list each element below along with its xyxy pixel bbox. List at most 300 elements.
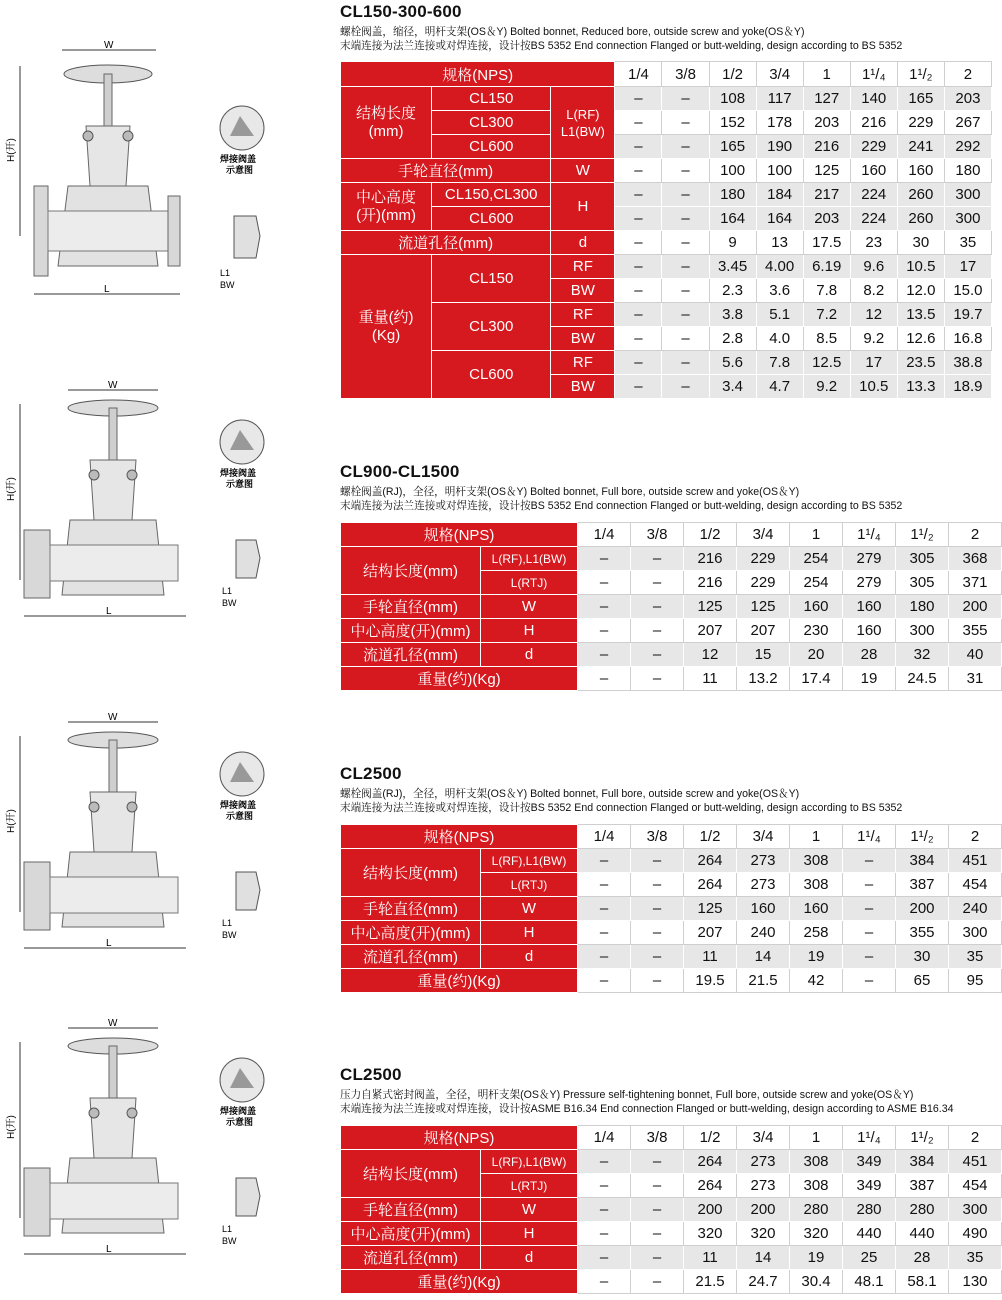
table-row <box>341 643 1002 667</box>
cell: – <box>631 897 684 921</box>
size-header: 1/2 <box>684 1126 737 1150</box>
section-title: CL2500 <box>340 764 402 783</box>
cell: – <box>615 279 662 303</box>
bw-label: BW <box>222 1236 237 1246</box>
cell: 229 <box>850 135 897 159</box>
cell: 368 <box>949 547 1002 571</box>
row-group-label: 结构长度(mm) <box>341 849 481 897</box>
row-symbol: L(RF) L1(BW) <box>551 87 615 159</box>
cell: 258 <box>790 921 843 945</box>
size-header: 3/4 <box>737 523 790 547</box>
cell: 19 <box>790 945 843 969</box>
valve-drawing-svg <box>8 380 330 630</box>
table-row <box>341 897 1002 921</box>
cell: 216 <box>684 547 737 571</box>
cell: – <box>615 327 662 351</box>
cell: 152 <box>709 111 756 135</box>
cell: 387 <box>896 873 949 897</box>
cell: 12.5 <box>803 351 850 375</box>
cell: 17 <box>944 255 991 279</box>
cell: 17.5 <box>803 231 850 255</box>
cell: 308 <box>790 1174 843 1198</box>
cell: 273 <box>737 849 790 873</box>
cell: – <box>662 303 709 327</box>
cell: 164 <box>756 207 803 231</box>
row-symbol: H <box>481 1222 578 1246</box>
cell: 5.1 <box>756 303 803 327</box>
row-symbol: BW <box>551 279 615 303</box>
cell: 125 <box>684 595 737 619</box>
cell: 19 <box>790 1246 843 1270</box>
cell: 451 <box>949 849 1002 873</box>
table-row <box>341 1222 1002 1246</box>
table-header-row <box>341 1126 1002 1150</box>
cell: – <box>615 87 662 111</box>
cell: 260 <box>897 183 944 207</box>
cell: – <box>662 207 709 231</box>
cell: – <box>615 231 662 255</box>
valve-drawing <box>8 1018 330 1268</box>
cell: 292 <box>944 135 991 159</box>
cell: – <box>631 969 684 993</box>
cell: 320 <box>790 1222 843 1246</box>
row-group-label: 结构长度(mm) <box>341 1150 481 1198</box>
h-label: H(开) <box>6 1115 17 1139</box>
cell: – <box>578 921 631 945</box>
row-symbol: L(RTJ) <box>481 873 578 897</box>
cell: – <box>631 643 684 667</box>
w-label: W <box>108 712 118 723</box>
size-header: 1¹/₂ <box>897 62 944 87</box>
cell: 217 <box>803 183 850 207</box>
cell: 240 <box>949 897 1002 921</box>
row-sub-label: CL600 <box>432 207 551 231</box>
cell: – <box>662 231 709 255</box>
cell: 9.2 <box>850 327 897 351</box>
cell: 3.4 <box>709 375 756 399</box>
cell: – <box>662 183 709 207</box>
size-header: 1/4 <box>615 62 662 87</box>
cell: 100 <box>709 159 756 183</box>
cell: 2.8 <box>709 327 756 351</box>
cell: 260 <box>897 207 944 231</box>
table-row <box>341 159 992 183</box>
table-row <box>341 595 1002 619</box>
cell: – <box>662 327 709 351</box>
cell: 160 <box>843 619 896 643</box>
cell: 65 <box>896 969 949 993</box>
table-row <box>341 135 992 159</box>
cell: 160 <box>790 897 843 921</box>
row-group-label: 手轮直径(mm) <box>341 897 481 921</box>
cell: – <box>578 1174 631 1198</box>
cell: – <box>615 135 662 159</box>
l1-label: L1 <box>222 1224 233 1234</box>
cell: 203 <box>944 87 991 111</box>
table-row <box>341 1246 1002 1270</box>
cell: – <box>615 111 662 135</box>
cell: 8.2 <box>850 279 897 303</box>
size-header: 2 <box>949 825 1002 849</box>
section-desc-2: 末端连接为法兰连接或对焊连接，设计按BS 5352 End connection Flanged or butt-welding, design according to BS 5352 <box>340 500 903 512</box>
cell: 200 <box>684 1198 737 1222</box>
table-row <box>341 183 992 207</box>
cell: – <box>631 945 684 969</box>
size-header: 1/2 <box>709 62 756 87</box>
cell: – <box>615 255 662 279</box>
cell: 230 <box>790 619 843 643</box>
row-group-label: 重量(约)(Kg) <box>341 969 578 993</box>
row-group-label: 流道孔径(mm) <box>341 231 551 255</box>
row-group-label: 中心高度 (开)(mm) <box>341 183 432 231</box>
size-header: 2 <box>949 523 1002 547</box>
cell: 300 <box>896 619 949 643</box>
table-header-row <box>341 825 1002 849</box>
cell: 11 <box>684 1246 737 1270</box>
cell: 241 <box>897 135 944 159</box>
cell: 9.6 <box>850 255 897 279</box>
row-group-label: 中心高度(开)(mm) <box>341 1222 481 1246</box>
row-symbol: d <box>481 1246 578 1270</box>
section-desc-1: 压力自紧式密封阀盖，全径，明杆支架(OS＆Y) Pressure self-tightening bonnet, Full bore, outside screw and yoke(OS＆Y) <box>340 1089 914 1101</box>
cell: – <box>578 969 631 993</box>
w-label: W <box>108 380 118 391</box>
cell: 7.8 <box>756 351 803 375</box>
cell: 300 <box>949 1198 1002 1222</box>
cell: – <box>631 571 684 595</box>
cell: 9 <box>709 231 756 255</box>
table-row <box>341 969 1002 993</box>
row-symbol: d <box>551 231 615 255</box>
cell: 58.1 <box>896 1270 949 1294</box>
cell: – <box>615 303 662 327</box>
row-group-label: 结构长度(mm) <box>341 547 481 595</box>
cell: 264 <box>684 1150 737 1174</box>
cell: 20 <box>790 643 843 667</box>
size-header: 2 <box>944 62 991 87</box>
cell: 12.6 <box>897 327 944 351</box>
h-label: H(开) <box>6 809 17 833</box>
cell: – <box>631 1222 684 1246</box>
row-symbol: BW <box>551 327 615 351</box>
cell: 3.6 <box>756 279 803 303</box>
cell: 254 <box>790 571 843 595</box>
size-header: 1 <box>790 1126 843 1150</box>
nps-header: 规格(NPS) <box>341 523 578 547</box>
cell: – <box>843 945 896 969</box>
cell: – <box>578 1222 631 1246</box>
size-header: 1¹/₄ <box>843 523 896 547</box>
cell: 42 <box>790 969 843 993</box>
row-sub-label: CL150,CL300 <box>432 183 551 207</box>
row-sub-label: CL300 <box>432 111 551 135</box>
cell: 224 <box>850 207 897 231</box>
row-symbol: H <box>481 921 578 945</box>
cell: – <box>615 183 662 207</box>
cell: 216 <box>684 571 737 595</box>
nps-header: 规格(NPS) <box>341 1126 578 1150</box>
cell: 10.5 <box>850 375 897 399</box>
size-header: 1 <box>790 825 843 849</box>
cell: 35 <box>949 945 1002 969</box>
cell: 125 <box>737 595 790 619</box>
cell: – <box>578 619 631 643</box>
cell: 160 <box>850 159 897 183</box>
cell: – <box>631 1246 684 1270</box>
cell: 4.7 <box>756 375 803 399</box>
cell: 9.2 <box>803 375 850 399</box>
section-desc-2: 末端连接为法兰连接或对焊连接，设计按ASME B16.34 End connection Flanged or butt-welding, design according to ASME B16.34 <box>340 1103 954 1115</box>
cell: 125 <box>684 897 737 921</box>
weld-bonnet-label: 焊接阀盖 <box>220 800 257 810</box>
schematic-label: 示意图 <box>226 165 254 175</box>
cell: 207 <box>684 619 737 643</box>
size-header: 1¹/₄ <box>843 825 896 849</box>
cell: 17 <box>850 351 897 375</box>
row-group-label: 手轮直径(mm) <box>341 159 551 183</box>
l-label: L <box>106 606 112 617</box>
cell: – <box>578 945 631 969</box>
cell: 254 <box>790 547 843 571</box>
row-symbol: L(RTJ) <box>481 1174 578 1198</box>
cell: 305 <box>896 547 949 571</box>
cell: 180 <box>709 183 756 207</box>
row-symbol: L(RF),L1(BW) <box>481 547 578 571</box>
cell: 3.8 <box>709 303 756 327</box>
cell: 15.0 <box>944 279 991 303</box>
cell: 160 <box>843 595 896 619</box>
row-group-label: 手轮直径(mm) <box>341 595 481 619</box>
h-label: H(开) <box>6 138 17 162</box>
table-row <box>341 1198 1002 1222</box>
row-symbol: d <box>481 945 578 969</box>
cell: 229 <box>897 111 944 135</box>
spec-table <box>340 824 1002 993</box>
cell: – <box>631 595 684 619</box>
cell: 273 <box>737 873 790 897</box>
row-symbol: RF <box>551 351 615 375</box>
cell: 117 <box>756 87 803 111</box>
section-desc-1: 螺栓阀盖(RJ)，全径，明杆支架(OS＆Y) Bolted bonnet, Full bore, outside screw and yoke(OS＆Y) <box>340 788 800 800</box>
section-cl150-300-600 <box>0 0 1000 410</box>
cell: 13 <box>756 231 803 255</box>
h-label: H(开) <box>6 477 17 501</box>
cell: 300 <box>944 207 991 231</box>
row-symbol: L(RTJ) <box>481 571 578 595</box>
weld-bonnet-label: 焊接阀盖 <box>220 1106 257 1116</box>
cell: 24.5 <box>896 667 949 691</box>
row-group-label: 中心高度(开)(mm) <box>341 619 481 643</box>
cell: – <box>662 87 709 111</box>
cell: – <box>631 667 684 691</box>
cell: 12.0 <box>897 279 944 303</box>
valve-drawing-svg <box>8 712 330 962</box>
size-header: 1¹/₂ <box>896 825 949 849</box>
cell: 13.5 <box>897 303 944 327</box>
cell: 300 <box>944 183 991 207</box>
schematic-label: 示意图 <box>226 1117 254 1127</box>
cell: 8.5 <box>803 327 850 351</box>
table-row <box>341 111 992 135</box>
size-header: 3/8 <box>662 62 709 87</box>
size-header: 1/4 <box>578 523 631 547</box>
row-symbol: RF <box>551 255 615 279</box>
cell: 17.4 <box>790 667 843 691</box>
cell: – <box>578 1150 631 1174</box>
row-group-label: 结构长度 (mm) <box>341 87 432 159</box>
cell: 355 <box>896 921 949 945</box>
cell: 125 <box>803 159 850 183</box>
cell: 264 <box>684 1174 737 1198</box>
row-symbol: W <box>551 159 615 183</box>
cell: 4.00 <box>756 255 803 279</box>
cell: 308 <box>790 1150 843 1174</box>
cell: 264 <box>684 849 737 873</box>
row-symbol: L(RF),L1(BW) <box>481 1150 578 1174</box>
cell: – <box>578 1270 631 1294</box>
valve-drawing-svg <box>8 1018 330 1268</box>
row-symbol: H <box>481 619 578 643</box>
table-row <box>341 921 1002 945</box>
cell: 200 <box>896 897 949 921</box>
row-symbol: L(RF),L1(BW) <box>481 849 578 873</box>
valve-drawing-svg <box>8 36 330 306</box>
cell: – <box>631 849 684 873</box>
row-symbol: H <box>551 183 615 231</box>
cell: – <box>843 873 896 897</box>
l-label: L <box>106 938 112 949</box>
cell: 4.0 <box>756 327 803 351</box>
cell: 25 <box>843 1246 896 1270</box>
cell: – <box>578 547 631 571</box>
cell: 35 <box>944 231 991 255</box>
row-group-label: 流道孔径(mm) <box>341 945 481 969</box>
cell: 12 <box>850 303 897 327</box>
cell: – <box>843 969 896 993</box>
nps-header: 规格(NPS) <box>341 825 578 849</box>
cell: 180 <box>944 159 991 183</box>
table-row <box>341 1150 1002 1174</box>
cell: – <box>662 255 709 279</box>
l1-label: L1 <box>222 918 233 928</box>
weld-bonnet-label: 焊接阀盖 <box>220 154 257 164</box>
cell: – <box>662 279 709 303</box>
l-label: L <box>104 284 110 295</box>
l1-label: L1 <box>222 586 233 596</box>
row-group-label: 中心高度(开)(mm) <box>341 921 481 945</box>
cell: 371 <box>949 571 1002 595</box>
bw-label: BW <box>220 280 235 290</box>
cell: 178 <box>756 111 803 135</box>
row-sub-label: CL150 <box>432 87 551 111</box>
cell: 200 <box>949 595 1002 619</box>
cell: 19 <box>843 667 896 691</box>
cell: 10.5 <box>897 255 944 279</box>
cell: 273 <box>737 1150 790 1174</box>
cell: 229 <box>737 571 790 595</box>
valve-drawing-1 <box>8 36 330 306</box>
cell: – <box>631 1150 684 1174</box>
cell: 30 <box>896 945 949 969</box>
row-sub-label: CL600 <box>432 351 551 399</box>
cell: – <box>631 1198 684 1222</box>
cell: 308 <box>790 873 843 897</box>
table-row <box>341 945 1002 969</box>
cell: – <box>615 159 662 183</box>
cell: 100 <box>756 159 803 183</box>
cell: – <box>631 547 684 571</box>
cell: – <box>631 619 684 643</box>
row-symbol: W <box>481 595 578 619</box>
cell: 13.2 <box>737 667 790 691</box>
cell: 48.1 <box>843 1270 896 1294</box>
cell: 3.45 <box>709 255 756 279</box>
table-header-row <box>341 523 1002 547</box>
cell: 320 <box>737 1222 790 1246</box>
cell: 16.8 <box>944 327 991 351</box>
cell: 30.4 <box>790 1270 843 1294</box>
table-row <box>341 547 1002 571</box>
table-row <box>341 303 992 327</box>
cell: 165 <box>897 87 944 111</box>
cell: 165 <box>709 135 756 159</box>
cell: 216 <box>850 111 897 135</box>
table-row <box>341 619 1002 643</box>
cell: – <box>615 375 662 399</box>
cell: 28 <box>843 643 896 667</box>
w-label: W <box>104 40 114 51</box>
cell: – <box>843 921 896 945</box>
cell: – <box>843 897 896 921</box>
size-header: 3/4 <box>756 62 803 87</box>
cell: – <box>662 351 709 375</box>
cell: – <box>631 873 684 897</box>
table-row <box>341 207 992 231</box>
cell: 349 <box>843 1150 896 1174</box>
cell: 95 <box>949 969 1002 993</box>
table-row <box>341 849 1002 873</box>
size-header: 1¹/₂ <box>896 1126 949 1150</box>
spec-table <box>340 61 992 399</box>
size-header: 3/4 <box>737 825 790 849</box>
cell: 305 <box>896 571 949 595</box>
bw-label: BW <box>222 930 237 940</box>
cell: 12 <box>684 643 737 667</box>
cell: 160 <box>737 897 790 921</box>
cell: 207 <box>684 921 737 945</box>
size-header: 2 <box>949 1126 1002 1150</box>
section-desc-2: 末端连接为法兰连接或对焊连接，设计按BS 5352 End connection Flanged or butt-welding, design according to BS 5352 <box>340 40 903 52</box>
cell: 180 <box>896 595 949 619</box>
cell: 451 <box>949 1150 1002 1174</box>
cell: 384 <box>896 849 949 873</box>
schematic-label: 示意图 <box>226 479 254 489</box>
table-row <box>341 351 992 375</box>
row-sub-label: CL150 <box>432 255 551 303</box>
cell: 387 <box>896 1174 949 1198</box>
size-header: 3/8 <box>631 1126 684 1150</box>
cell: – <box>631 1174 684 1198</box>
cell: – <box>662 375 709 399</box>
cell: 224 <box>850 183 897 207</box>
section-title: CL900-CL1500 <box>340 462 460 481</box>
size-header: 1¹/₄ <box>850 62 897 87</box>
cell: 440 <box>896 1222 949 1246</box>
size-header: 1¹/₂ <box>896 523 949 547</box>
cell: 13.3 <box>897 375 944 399</box>
w-label: W <box>108 1018 118 1029</box>
size-header: 1/4 <box>578 825 631 849</box>
